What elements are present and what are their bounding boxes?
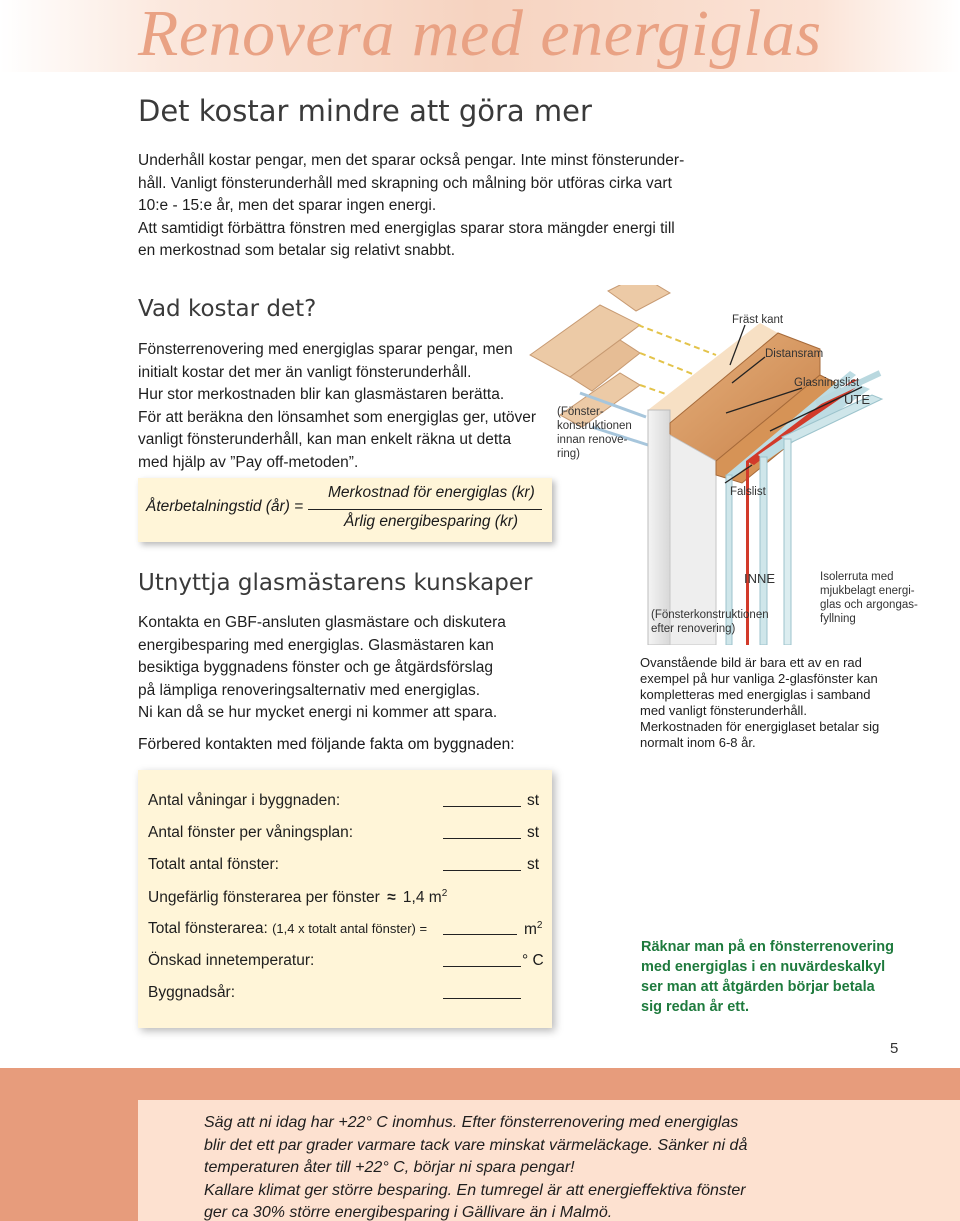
fraction-line xyxy=(308,509,542,510)
label-frast-kant: Fräst kant xyxy=(732,314,784,326)
text-line: med energiglas i en nuvärdeskalkyl xyxy=(641,959,886,975)
label-line: ring) xyxy=(557,448,581,460)
label-distansram: Distansram xyxy=(765,348,824,360)
label-ute: UTE xyxy=(844,392,870,407)
total-area-unit xyxy=(524,920,542,939)
label-line: (Fönster- xyxy=(557,406,604,418)
text-line: Fönsterrenovering med energiglas sparar pengar, men xyxy=(138,341,513,358)
label-before xyxy=(557,405,632,461)
diagram-caption xyxy=(640,655,879,751)
label-after xyxy=(651,608,769,636)
text-line: normalt inom 6-8 år. xyxy=(640,735,756,750)
floors-unit: st xyxy=(527,792,540,809)
approx-area-row xyxy=(148,888,447,907)
text-line: För att beräkna den lönsamhet som energiglas ger, utöver xyxy=(138,408,537,426)
text-line: Säg att ni idag har +22° C inomhus. Efter fönsterrenovering med energiglas xyxy=(204,1114,739,1131)
label-line: konstruktionen xyxy=(557,420,632,432)
label-line: fyllning xyxy=(820,613,856,625)
formula-denominator: Årlig energibesparing (kr) xyxy=(344,513,519,530)
text-line: besiktiga byggnadens fönster och ge åtgärdsförslag xyxy=(138,659,494,676)
text-line: ser man att åtgärden börjar betala xyxy=(641,979,875,995)
total-windows-blank[interactable] xyxy=(443,870,521,871)
text-line: Kallare klimat ger större besparing. En tumregel är att energieffektiva fönster xyxy=(204,1181,746,1199)
windows-per-floor-unit: st xyxy=(527,824,540,841)
approx-symbol: ≈ xyxy=(387,889,396,907)
text-line: energibesparing med energiglas. Glasmästaren kan xyxy=(138,636,494,654)
label-falslist: Falslist xyxy=(730,486,766,498)
text-line: Räknar man på en fönsterrenovering xyxy=(641,939,895,955)
intro-paragraph xyxy=(138,150,684,263)
build-year-blank[interactable] xyxy=(443,998,521,999)
approx-area-value: 1,4 m xyxy=(402,889,442,907)
text-line: Att samtidigt förbättra fönstren med energiglas sparar stora mängder energi till xyxy=(138,219,675,237)
prepare-text: Förbered kontakten med följande fakta om byggnaden: xyxy=(138,736,515,753)
label-inne: INNE xyxy=(744,571,776,586)
cost-paragraph xyxy=(138,339,536,474)
formula-numerator: Merkostnad för energiglas (kr) xyxy=(328,484,535,501)
text-line: med vanligt fönsterunderhåll. xyxy=(640,703,807,718)
text-line: 10:e - 15:e år, men det sparar ingen energi. xyxy=(138,197,437,214)
label-line: mjukbelagt energi- xyxy=(820,585,915,597)
section-heading-glazier: Utnyttja glasmästarens kunskaper xyxy=(138,570,533,596)
total-area-blank[interactable] xyxy=(443,934,517,935)
green-callout xyxy=(641,937,894,1017)
label-isolerruta xyxy=(820,570,918,626)
section-heading-what-cost: Vad kostar det? xyxy=(138,296,317,322)
label-line: Isolerruta med xyxy=(820,571,894,583)
label-line: (Fönsterkonstruktionen xyxy=(651,609,769,621)
text-line: exempel på hur vanliga 2-glasfönster kan xyxy=(640,671,878,686)
approx-area-label: Ungefärlig fönsterarea per fönster xyxy=(148,889,380,907)
build-year-label: Byggnadsår: xyxy=(148,984,236,1001)
text-line: Hur stor merkostnaden blir kan glasmästaren berätta. xyxy=(138,386,505,403)
text-line: Underhåll kostar pengar, men det sparar också pengar. Inte minst fönsterunder- xyxy=(138,152,685,169)
windows-per-floor-label: Antal fönster per våningsplan: xyxy=(148,824,354,841)
payoff-formula-box xyxy=(138,478,552,542)
label-line: glas och argongas- xyxy=(820,599,918,611)
approx-area-exp: 2 xyxy=(441,888,448,899)
formula-lhs: Återbetalningstid (år) = xyxy=(146,498,304,515)
text-line: Ovanstående bild är bara ett av en rad xyxy=(640,655,862,670)
indoor-temp-unit: ° C xyxy=(522,952,544,969)
glazier-paragraph xyxy=(138,612,506,725)
total-area-row xyxy=(148,920,427,938)
text-line: sig redan år ett. xyxy=(641,999,749,1015)
text-line: temperaturen åter till +22° C, börjar ni spara pengar! xyxy=(204,1159,575,1176)
total-area-unit-m: m xyxy=(524,921,537,939)
text-line: vanligt fönsterunderhåll, kan man enkelt räkna ut detta xyxy=(138,431,512,448)
total-windows-label: Totalt antal fönster: xyxy=(148,856,279,873)
text-line: Merkostnaden för energiglaset betalar sig xyxy=(640,719,880,734)
building-facts-form xyxy=(138,770,552,1028)
floors-blank[interactable] xyxy=(443,806,521,807)
label-line: innan renove- xyxy=(557,434,628,446)
text-line: med hjälp av ”Pay off-metoden”. xyxy=(138,453,359,471)
total-windows-unit: st xyxy=(527,856,540,873)
indoor-temp-label: Önskad innetemperatur: xyxy=(148,952,315,969)
total-area-sub: (1,4 x totalt antal fönster) = xyxy=(272,921,428,936)
text-line: håll. Vanligt fönsterunderhåll med skrapning och målning bör utföras cirka vart xyxy=(138,174,672,192)
text-line: kompletteras med energiglas i samband xyxy=(640,687,871,702)
floors-label: Antal våningar i byggnaden: xyxy=(148,792,341,809)
total-area-exp: 2 xyxy=(536,920,543,931)
window-construction-diagram xyxy=(520,285,960,645)
section-heading-cost: Det kostar mindre att göra mer xyxy=(138,94,592,128)
text-line: blir det ett par grader varmare tack vare minskat värmeläckage. Sänker ni då xyxy=(204,1136,748,1154)
text-line: ger ca 30% större energibesparing i Gällivare än i Malmö. xyxy=(204,1204,613,1221)
bottom-info-box xyxy=(138,1100,960,1221)
text-line: initialt kostar det mer än vanligt fönsterunderhåll. xyxy=(138,363,472,381)
label-glasningslist: Glasningslist xyxy=(794,377,860,389)
windows-per-floor-blank[interactable] xyxy=(443,838,521,839)
text-line: Ni kan då se hur mycket energi ni kommer att spara. xyxy=(138,704,498,721)
text-line: på lämpliga renoveringsalternativ med energiglas. xyxy=(138,681,481,699)
indoor-temp-blank[interactable] xyxy=(443,966,521,967)
page-number: 5 xyxy=(890,1040,899,1057)
page-title: Renovera med energiglas xyxy=(138,0,822,70)
total-area-label: Total fönsterarea: xyxy=(148,920,268,937)
text-line: en merkostnad som betalar sig relativt snabbt. xyxy=(138,242,456,259)
label-line: efter renovering) xyxy=(651,623,736,635)
text-line: Kontakta en GBF-ansluten glasmästare och diskutera xyxy=(138,614,506,631)
bottom-text xyxy=(204,1112,747,1221)
